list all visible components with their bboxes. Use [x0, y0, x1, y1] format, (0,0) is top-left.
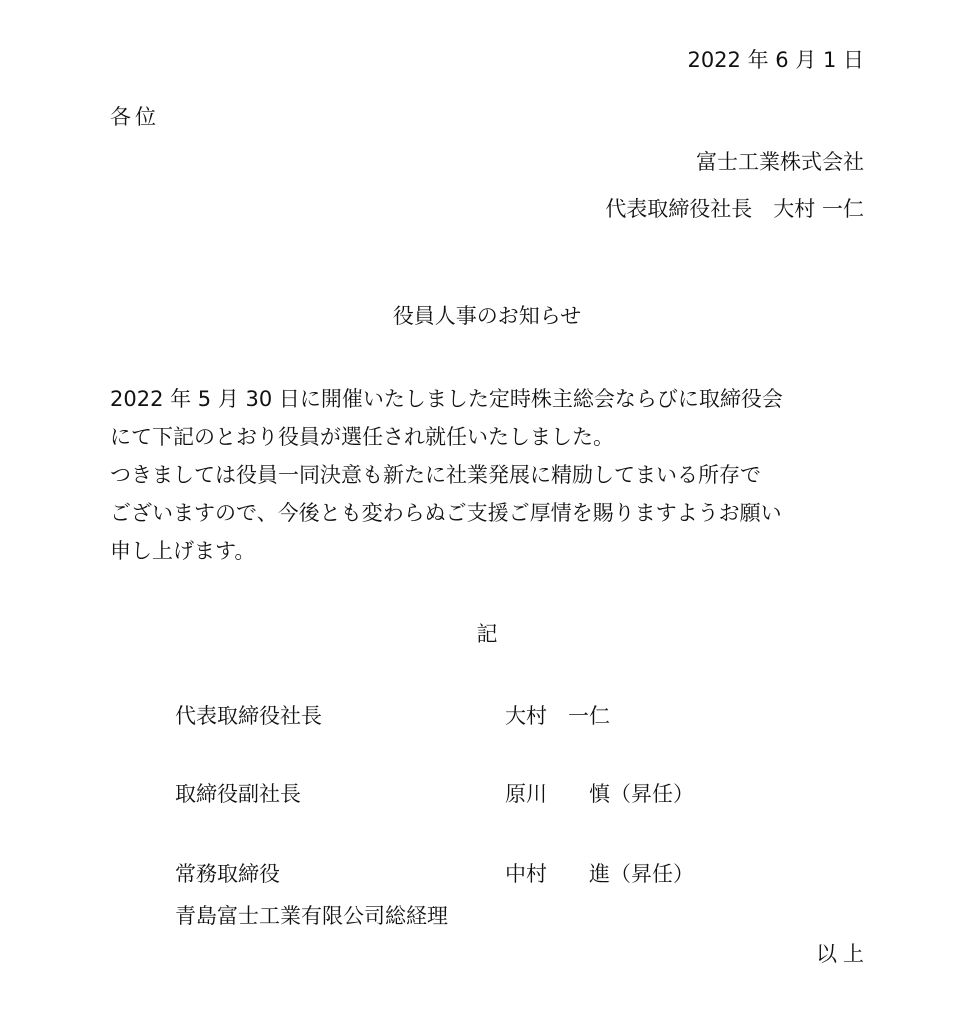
body-text [110, 380, 870, 570]
officer-name: 大村 一仁 [505, 704, 610, 728]
company-name: 富士工業株式会社 [696, 150, 864, 174]
officer-role: 常務取締役 [175, 862, 280, 886]
document-title: 役員人事のお知らせ [392, 304, 582, 328]
ki-heading: 記 [476, 622, 498, 646]
body-line: 申し上げます。 [110, 539, 256, 563]
officer-role: 取締役副社長 [175, 782, 301, 806]
body-line: つきましては役員一同決意も新たに社業発展に精励してまいる所存で [110, 463, 761, 487]
officer-note: 青島富士工業有限公司総経理 [175, 904, 448, 928]
officer-name: 原川 慎（昇任） [505, 782, 694, 806]
officer-role: 代表取締役社長 [175, 704, 322, 728]
body-line: 2022 年 5 月 30 日に開催いたしました定時株主総会ならびに取締役会 [110, 387, 783, 411]
closing-mark: 以上 [816, 942, 870, 966]
representative-signature: 代表取締役社長 大村 一仁 [605, 197, 864, 221]
body-line: にて下記のとおり役員が選任され就任いたしました。 [110, 425, 614, 449]
issue-date: 2022 年 6 月 1 日 [687, 48, 864, 72]
officer-name: 中村 進（昇任） [505, 862, 694, 886]
addressee: 各位 [110, 105, 160, 129]
body-line: ございますので、今後とも変わらぬご支援ご厚情を賜りますようお願い [110, 501, 782, 525]
